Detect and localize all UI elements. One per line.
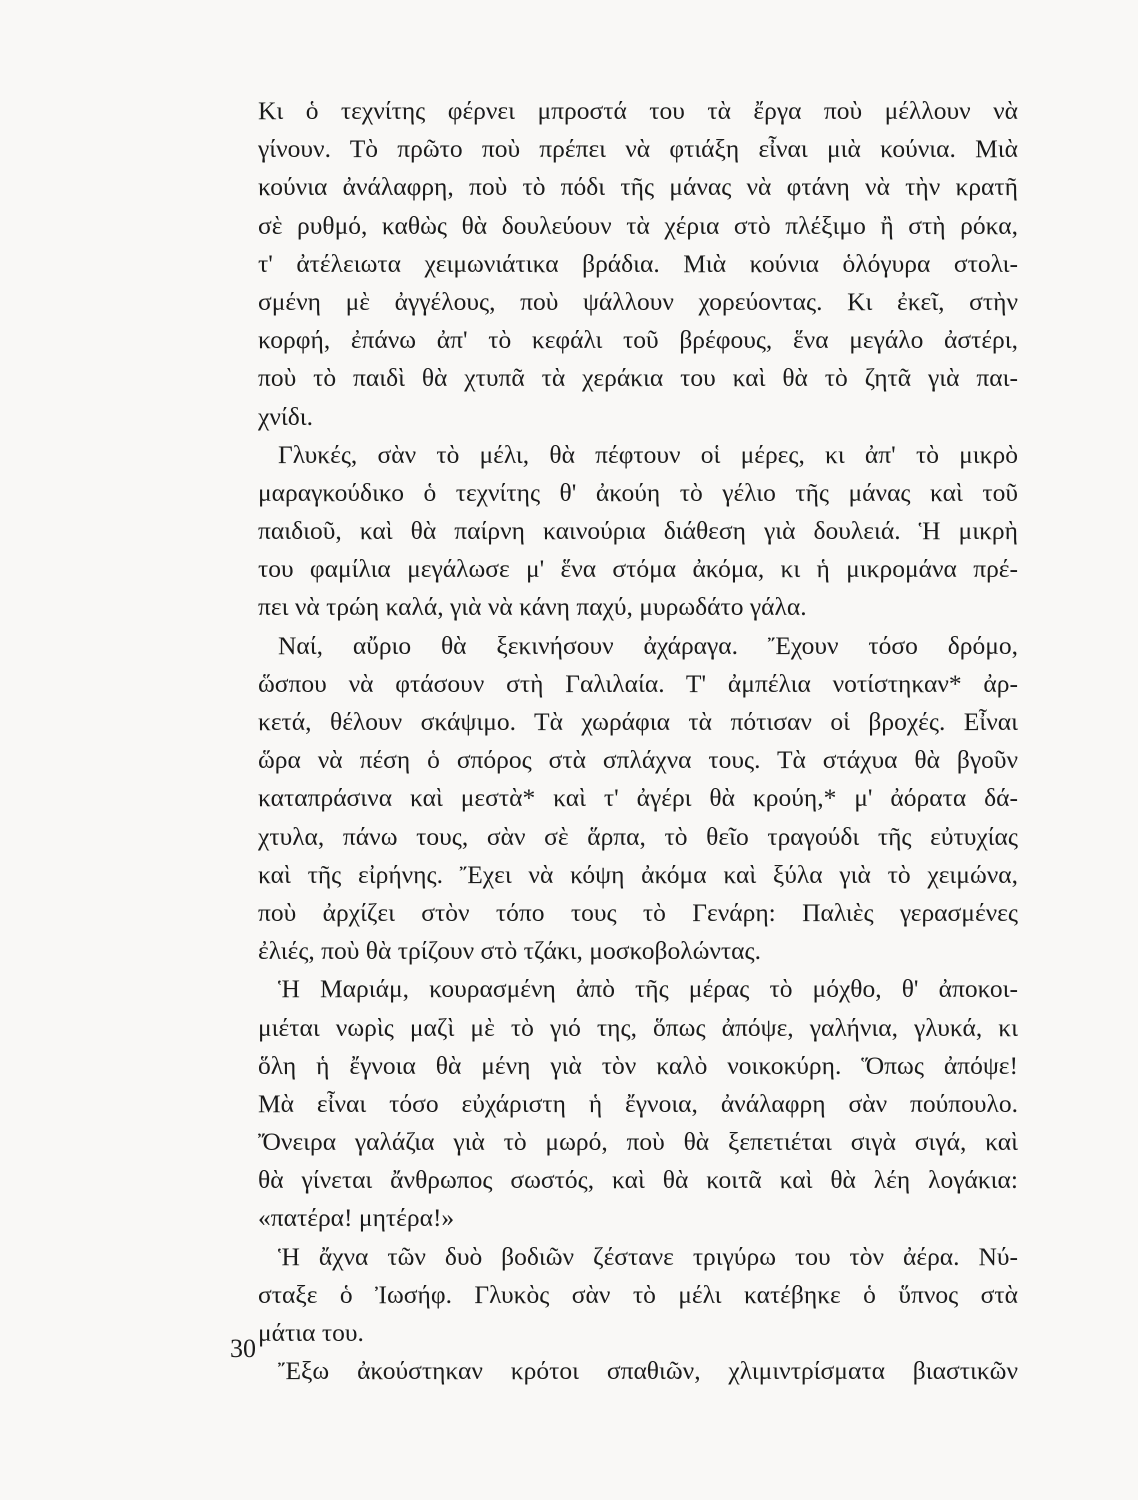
text-line: Κι ὁ τεχνίτης φέρνει μπροστά του τὰ ἔργα ποὺ μέλλουν νὰ <box>258 96 1018 125</box>
text-line: Μὰ εἶναι τόσο εὐχάριστη ἡ ἔγνοια, ἀνάλαφρη σὰν πούπουλο. <box>258 1088 1018 1118</box>
text-line: Γλυκές, σὰν τὸ μέλι, θὰ πέφτουν οἱ μέρες, κι ἀπ' τὸ μικρὸ <box>278 439 1018 469</box>
text-line: «πατέρα! μητέρα!» <box>258 1203 455 1233</box>
text-line: Ναί, αὔριο θὰ ξεκινήσουν ἀχάραγα. Ἔχουν τόσο δρόμο, <box>278 630 1018 660</box>
text-line: μαραγκούδικο ὁ τεχνίτης θ' ἀκούη τὸ γέλιο τῆς μάνας καὶ τοῦ <box>258 477 1018 507</box>
body-text <box>258 92 1018 1390</box>
text-line: χνίδι. <box>258 401 313 431</box>
text-line: γίνουν. Τὸ πρῶτο ποὺ πρέπει νὰ φτιάξη εἶναι μιὰ κούνια. Μιὰ <box>258 134 1018 164</box>
text-line: Ἔξω ἀκούστηκαν κρότοι σπαθιῶν, χλιμιντρίσματα βιαστικῶν <box>278 1356 1018 1386</box>
text-line: Ὄνειρα γαλάζια γιὰ τὸ μωρό, ποὺ θὰ ξεπετιέται σιγὰ σιγά, καὶ <box>258 1127 1018 1157</box>
text-line: του φαμίλια μεγάλωσε μ' ἕνα στόμα ἀκόμα, κι ἡ μικρομάνα πρέ- <box>258 554 1018 584</box>
text-line: ὥρα νὰ πέση ὁ σπόρος στὰ σπλάχνα τους. Τὰ στάχυα θὰ βγοῦν <box>258 745 1018 775</box>
text-line: παιδιοῦ, καὶ θὰ παίρνη καινούρια διάθεση γιὰ δουλειά. Ἡ μικρὴ <box>258 516 1018 546</box>
text-line: ἐλιές, ποὺ θὰ τρίζουν στὸ τζάκι, μοσκοβολώντας. <box>258 936 761 966</box>
text-line: σὲ ρυθμό, καθὼς θὰ δουλεύουν τὰ χέρια στὸ πλέξιμο ἢ στὴ ρόκα, <box>258 210 1018 240</box>
text-line: καὶ τῆς εἰρήνης. Ἔχει νὰ κόψη ἀκόμα καὶ ξύλα γιὰ τὸ χειμώνα, <box>258 859 1018 889</box>
text-line: μιέται νωρὶς μαζὶ μὲ τὸ γιό της, ὅπως ἀπόψε, γαλήνια, γλυκά, κι <box>258 1012 1018 1042</box>
text-line: μάτια του. <box>258 1318 364 1347</box>
text-line: πει νὰ τρώη καλά, γιὰ νὰ κάνη παχύ, μυρωδάτο γάλα. <box>258 592 807 622</box>
text-line: χτυλα, πάνω τους, σὰν σὲ ἅρπα, τὸ θεῖο τραγούδι τῆς εὐτυχίας <box>258 821 1018 851</box>
page-number: 30 <box>230 1334 256 1363</box>
text-line: θὰ γίνεται ἄνθρωπος σωστός, καὶ θὰ κοιτᾶ καὶ θὰ λέη λογάκια: <box>258 1165 1018 1195</box>
text-line: ποὺ ἀρχίζει στὸν τόπο τους τὸ Γενάρη: Παλιὲς γερασμένες <box>258 897 1018 927</box>
text-line: Ἡ Μαριάμ, κουρασμένη ἀπὸ τῆς μέρας τὸ μόχθο, θ' ἀποκοι- <box>278 974 1018 1004</box>
text-line: Ἡ ἄχνα τῶν δυὸ βοδιῶν ζέστανε τριγύρω του τὸν ἀέρα. Νύ- <box>278 1241 1018 1271</box>
text-line: τ' ἀτέλειωτα χειμωνιάτικα βράδια. Μιὰ κούνια ὁλόγυρα στολι- <box>258 248 1018 278</box>
text-line: κετά, θέλουν σκάψιμο. Τὰ χωράφια τὰ πότισαν οἱ βροχές. Εἶναι <box>258 707 1018 736</box>
text-line: ὥσπου νὰ φτάσουν στὴ Γαλιλαία. Τ' ἀμπέλια νοτίστηκαν* ἀρ- <box>258 668 1018 698</box>
text-line: σταξε ὁ Ἰωσήφ. Γλυκὸς σὰν τὸ μέλι κατέβηκε ὁ ὕπνος στὰ <box>258 1279 1018 1309</box>
text-line: κούνια ἀνάλαφρη, ποὺ τὸ πόδι τῆς μάνας νὰ φτάνη νὰ τὴν κρατῆ <box>258 172 1018 202</box>
text-line: ὅλη ἡ ἔγνοια θὰ μένη γιὰ τὸν καλὸ νοικοκύρη. Ὅπως ἀπόψε! <box>258 1050 1018 1080</box>
text-line: κορφή, ἐπάνω ἀπ' τὸ κεφάλι τοῦ βρέφους, ἕνα μεγάλο ἀστέρι, <box>258 325 1018 355</box>
text-line: καταπράσινα καὶ μεστὰ* καὶ τ' ἀγέρι θὰ κρούη,* μ' ἀόρατα δά- <box>258 783 1018 813</box>
text-line: σμένη μὲ ἀγγέλους, ποὺ ψάλλουν χορεύοντας. Κι ἐκεῖ, στὴν <box>258 286 1018 316</box>
text-line: ποὺ τὸ παιδὶ θὰ χτυπᾶ τὰ χεράκια του καὶ θὰ τὸ ζητᾶ γιὰ παι- <box>258 363 1018 393</box>
